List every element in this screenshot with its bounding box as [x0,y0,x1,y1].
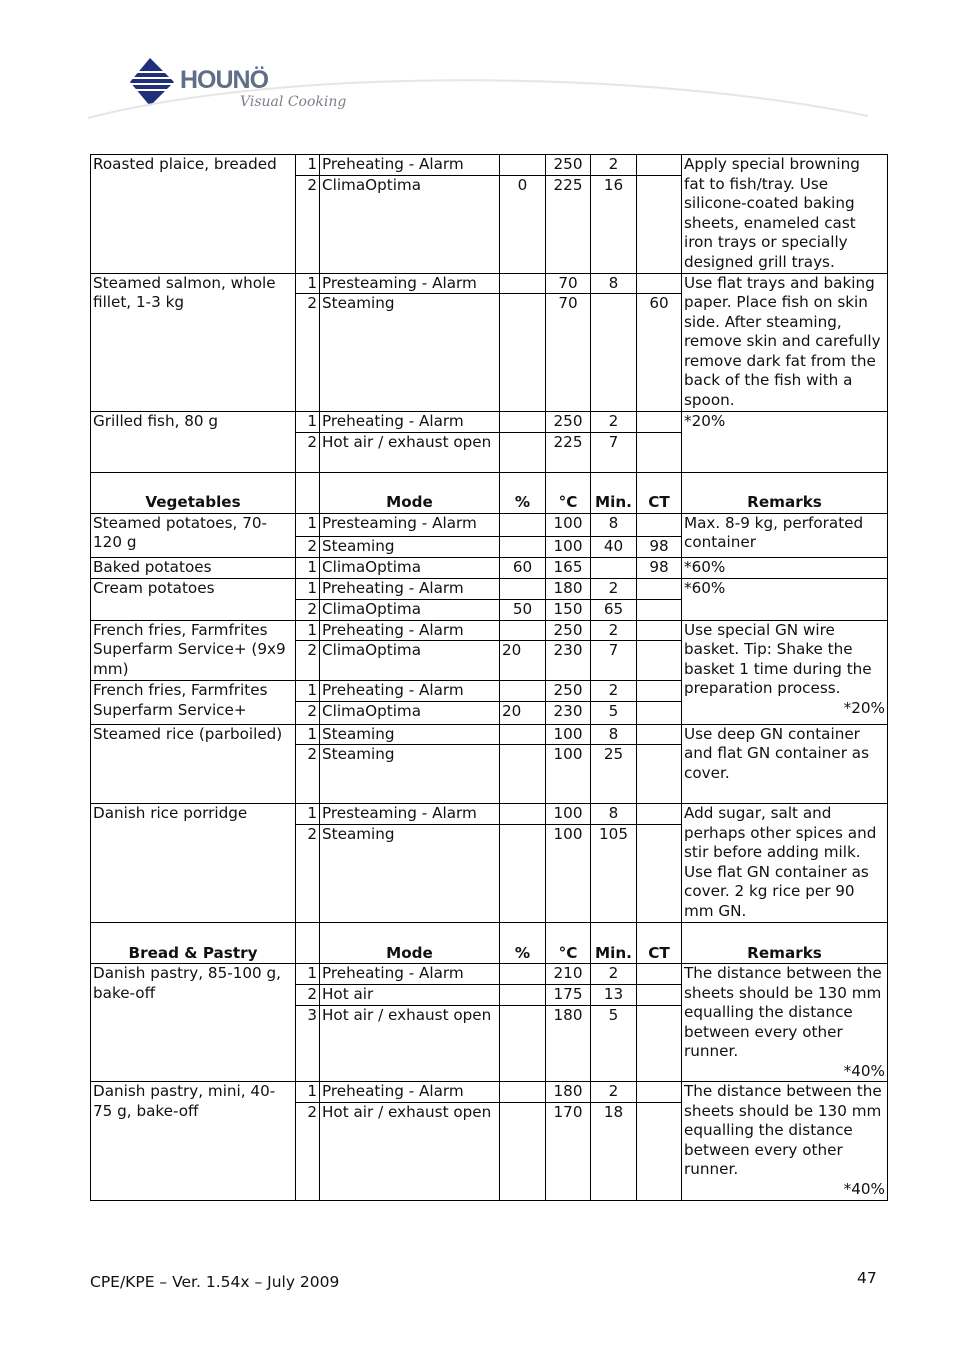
step-ct [637,1102,682,1200]
step-ct [637,681,682,702]
recipe-remarks [682,1082,888,1201]
step-number: 2 [296,641,320,681]
recipe-name: Cream potatoes [91,578,296,620]
step-number: 2 [296,175,320,273]
step-mode: Hot air / exhaust open [320,432,500,472]
step-number: 1 [296,724,320,745]
step-minutes: 2 [591,681,637,702]
step-minutes: 2 [591,964,637,985]
header-mode: Mode [320,923,500,964]
table-row [91,557,888,578]
step-ct [637,964,682,985]
table-row [91,1082,888,1103]
step-ct [637,513,682,536]
step-temp: 100 [546,825,591,923]
step-ct [637,620,682,641]
step-temp: 225 [546,432,591,472]
recipe-remarks [682,620,888,724]
step-mode: ClimaOptima [320,557,500,578]
recipe-name: French fries, Farmfrites Superfarm Service+ (9x9 mm) [91,620,296,681]
step-ct [637,724,682,745]
step-mode: ClimaOptima [320,175,500,273]
step-number: 2 [296,985,320,1006]
step-number: 2 [296,701,320,724]
header-ct: CT [637,472,682,513]
step-temp: 180 [546,1082,591,1103]
recipe-remarks [682,964,888,1082]
pastry-mini-remarks-text: The distance between the sheets should be 130 mm equalling the distance between every other runner. [684,1082,882,1178]
step-ct [637,701,682,724]
header-ct: CT [637,923,682,964]
step-minutes: 5 [591,1006,637,1082]
step-mode: Hot air / exhaust open [320,1006,500,1082]
step-number: 3 [296,1006,320,1082]
header-mode: Mode [320,472,500,513]
logo-tagline: Visual Cooking [240,94,347,110]
step-temp: 70 [546,273,591,294]
step-percent: 0 [500,175,546,273]
step-number: 2 [296,536,320,557]
recipe-name: Steamed rice (parboiled) [91,724,296,804]
step-temp: 100 [546,513,591,536]
header-step-cell [296,923,320,964]
step-percent [500,964,546,985]
step-minutes: 25 [591,745,637,804]
step-ct [637,985,682,1006]
step-percent: 20 [500,701,546,724]
step-number: 1 [296,578,320,599]
table-row [91,804,888,825]
step-number: 2 [296,745,320,804]
step-temp: 230 [546,701,591,724]
step-number: 2 [296,599,320,620]
step-minutes: 2 [591,412,637,433]
step-ct [637,1082,682,1103]
table-row [91,273,888,294]
step-mode: Steaming [320,294,500,412]
step-ct [637,641,682,681]
step-number: 1 [296,681,320,702]
recipe-remarks: Use flat trays and baking paper. Place fish on skin side. After steaming, remove skin and carefully remove dark fat from the back of the fish with a spoon. [682,273,888,412]
step-number: 2 [296,1102,320,1200]
step-minutes: 2 [591,620,637,641]
recipe-name: Danish pastry, mini, 40-75 g, bake-off [91,1082,296,1201]
step-ct [637,273,682,294]
pastry-note: *40% [843,1061,885,1080]
step-minutes: 8 [591,513,637,536]
step-percent: 20 [500,641,546,681]
step-minutes: 13 [591,985,637,1006]
step-number: 1 [296,513,320,536]
step-ct [637,1006,682,1082]
section-header-row [91,923,888,964]
step-mode: Presteaming - Alarm [320,513,500,536]
recipe-table [90,154,888,1201]
header-percent: % [500,923,546,964]
step-percent [500,1102,546,1200]
recipe-note: *60% [682,557,888,578]
step-temp: 165 [546,557,591,578]
step-number: 1 [296,155,320,176]
step-percent: 60 [500,557,546,578]
header-min: Min. [591,472,637,513]
step-mode: Presteaming - Alarm [320,273,500,294]
step-mode: Presteaming - Alarm [320,804,500,825]
step-percent: 50 [500,599,546,620]
header-remarks: Remarks [682,923,888,964]
recipe-remarks: Add sugar, salt and perhaps other spices and stir before adding milk. Use flat GN container as cover. 2 kg rice per 90 mm GN. [682,804,888,923]
step-minutes [591,294,637,412]
step-temp: 230 [546,641,591,681]
step-percent [500,620,546,641]
recipe-remarks: Max. 8-9 kg, perforated container [682,513,888,557]
step-ct [637,175,682,273]
step-ct [637,432,682,472]
header-swoosh [88,76,868,126]
step-percent [500,294,546,412]
step-mode: Preheating - Alarm [320,681,500,702]
step-number: 2 [296,432,320,472]
pastry-remarks-text: The distance between the sheets should be 130 mm equalling the distance between every other runner. [684,964,882,1060]
step-number: 2 [296,825,320,923]
step-ct [637,412,682,433]
step-minutes: 105 [591,825,637,923]
step-number: 1 [296,273,320,294]
step-percent [500,825,546,923]
step-minutes: 2 [591,1082,637,1103]
step-percent [500,412,546,433]
step-mode: Steaming [320,536,500,557]
step-temp: 175 [546,985,591,1006]
header-temp: °C [546,923,591,964]
logo-wordmark: HOUNÖ [180,66,269,94]
step-minutes [591,557,637,578]
recipe-remarks: Apply special browning fat to fish/tray. Use silicone-coated baking sheets, enameled cast iron trays or specially designed grill trays. [682,155,888,274]
step-ct: 98 [637,536,682,557]
step-minutes: 16 [591,175,637,273]
step-number: 1 [296,412,320,433]
table-row [91,578,888,599]
section-header-row [91,472,888,513]
step-mode: Preheating - Alarm [320,412,500,433]
step-temp: 100 [546,536,591,557]
recipe-name: Danish rice porridge [91,804,296,923]
step-minutes: 2 [591,155,637,176]
step-temp: 100 [546,745,591,804]
step-minutes: 65 [591,599,637,620]
step-mode: Steaming [320,745,500,804]
step-ct [637,745,682,804]
step-temp: 180 [546,1006,591,1082]
step-number: 1 [296,964,320,985]
table-row [91,724,888,745]
step-number: 1 [296,620,320,641]
step-mode: Preheating - Alarm [320,578,500,599]
step-ct [637,599,682,620]
recipe-name: French fries, Farmfrites Superfarm Service+ [91,681,296,725]
recipe-note: *20% [682,412,888,473]
step-minutes: 5 [591,701,637,724]
step-minutes: 8 [591,724,637,745]
step-percent [500,513,546,536]
table-row [91,964,888,985]
step-temp: 170 [546,1102,591,1200]
step-temp: 210 [546,964,591,985]
step-mode: Steaming [320,825,500,923]
step-temp: 70 [546,294,591,412]
step-mode: Preheating - Alarm [320,1082,500,1103]
step-ct [637,155,682,176]
step-temp: 100 [546,724,591,745]
recipe-name: Grilled fish, 80 g [91,412,296,473]
step-percent [500,681,546,702]
recipe-name: Steamed potatoes, 70-120 g [91,513,296,557]
step-percent [500,985,546,1006]
step-minutes: 18 [591,1102,637,1200]
step-temp: 250 [546,620,591,641]
step-mode: Preheating - Alarm [320,964,500,985]
step-minutes: 40 [591,536,637,557]
fries-note: *20% [843,698,885,717]
step-percent [500,745,546,804]
step-temp: 150 [546,599,591,620]
section-title-bread: Bread & Pastry [91,923,296,964]
step-ct [637,578,682,599]
step-percent [500,804,546,825]
section-title-vegetables: Vegetables [91,472,296,513]
step-temp: 250 [546,412,591,433]
step-mode: Hot air [320,985,500,1006]
header-remarks: Remarks [682,472,888,513]
footer-version: CPE/KPE – Ver. 1.54x – July 2009 [90,1273,340,1291]
step-minutes: 7 [591,432,637,472]
pastry-mini-note: *40% [843,1179,885,1198]
step-ct [637,825,682,923]
header-percent: % [500,472,546,513]
step-percent [500,273,546,294]
step-percent [500,536,546,557]
step-number: 1 [296,804,320,825]
step-mode: ClimaOptima [320,641,500,681]
step-minutes: 2 [591,578,637,599]
step-mode: ClimaOptima [320,599,500,620]
step-mode: ClimaOptima [320,701,500,724]
step-ct: 98 [637,557,682,578]
step-number: 1 [296,1082,320,1103]
step-mode: Preheating - Alarm [320,155,500,176]
step-percent [500,432,546,472]
step-temp: 250 [546,681,591,702]
step-number: 2 [296,294,320,412]
table-row [91,513,888,536]
fries-remarks-text: Use special GN wire basket. Tip: Shake the basket 1 time during the preparation process. [684,620,872,697]
recipe-name: Roasted plaice, breaded [91,155,296,274]
step-mode: Preheating - Alarm [320,620,500,641]
table-row [91,155,888,176]
header-temp: °C [546,472,591,513]
step-ct [637,804,682,825]
step-percent [500,155,546,176]
step-percent [500,724,546,745]
recipe-name: Danish pastry, 85-100 g, bake-off [91,964,296,1082]
page-number: 47 [857,1269,877,1287]
step-mode: Hot air / exhaust open [320,1102,500,1200]
step-temp: 250 [546,155,591,176]
table-row [91,412,888,433]
step-percent [500,578,546,599]
step-minutes: 8 [591,804,637,825]
step-temp: 100 [546,804,591,825]
header-step-cell [296,472,320,513]
recipe-name: Steamed salmon, whole fillet, 1-3 kg [91,273,296,412]
step-minutes: 7 [591,641,637,681]
recipe-note: *60% [682,578,888,620]
step-temp: 225 [546,175,591,273]
step-temp: 180 [546,578,591,599]
step-number: 1 [296,557,320,578]
table-row [91,620,888,641]
step-percent [500,1082,546,1103]
step-ct: 60 [637,294,682,412]
header-min: Min. [591,923,637,964]
step-minutes: 8 [591,273,637,294]
recipe-remarks: Use deep GN container and flat GN container as cover. [682,724,888,804]
step-percent [500,1006,546,1082]
recipe-name: Baked potatoes [91,557,296,578]
step-mode: Steaming [320,724,500,745]
